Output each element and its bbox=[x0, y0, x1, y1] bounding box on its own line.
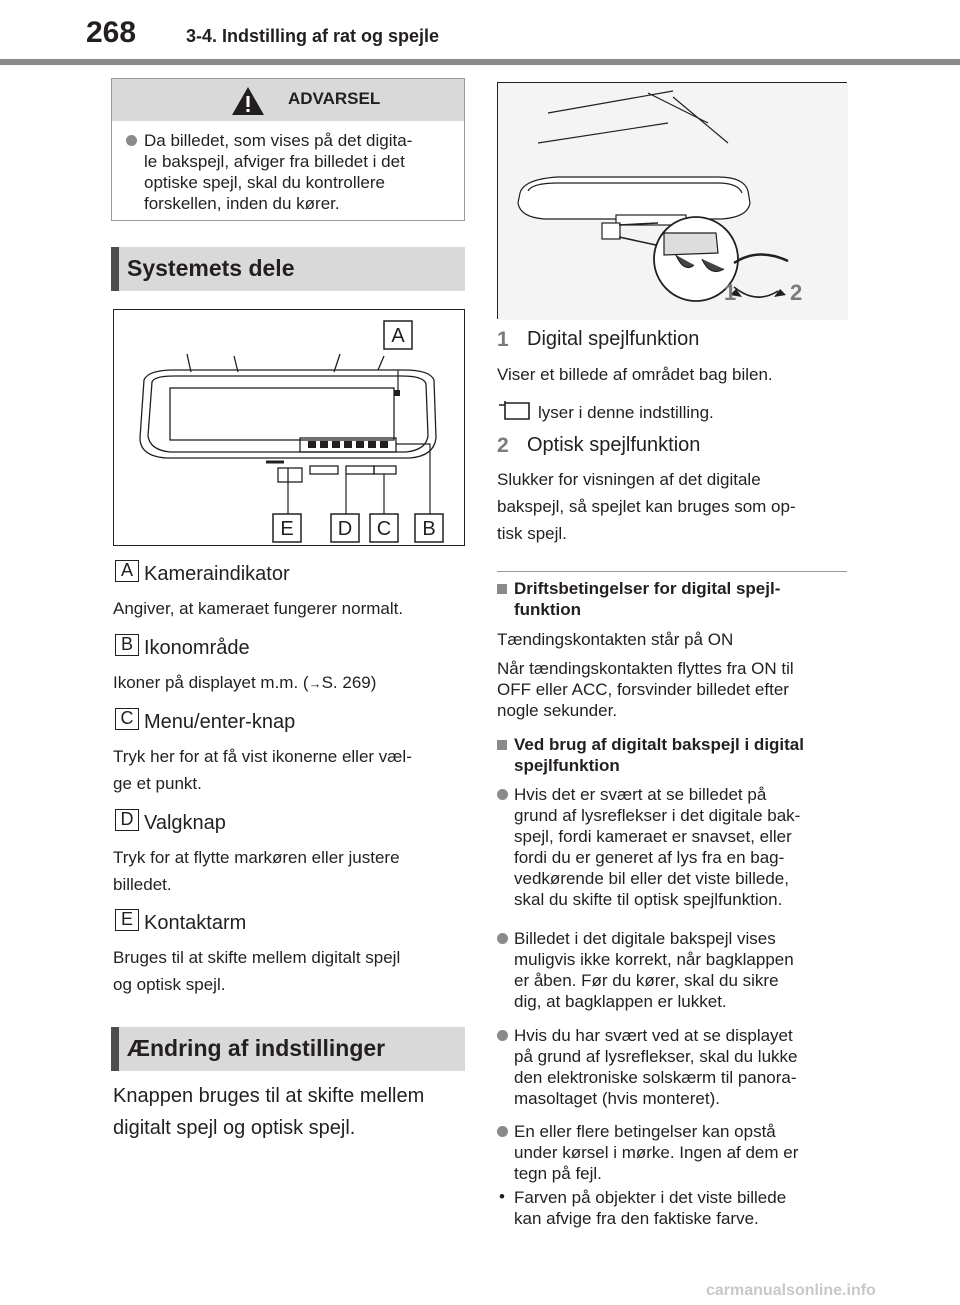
warning-icon bbox=[230, 85, 266, 117]
usage-heading: Ved brug af digitalt bakspejl i digital spejlfunktion bbox=[514, 735, 804, 775]
mode-desc-optical: Slukker for visningen af det digitale bakspejl, så spejlet kan bruges som op- tisk spejl. bbox=[497, 470, 796, 543]
item-desc-camera-indicator: Angiver, at kameraet fungerer normalt. bbox=[113, 599, 404, 618]
footer-watermark: carmanualsonline.info bbox=[706, 1282, 876, 1299]
warning-text: Da billedet, som vises på det digita- le bakspejl, afviger fra billedet i det optiske spejl, skal du kontrollere forskellen, inden du kører. bbox=[144, 131, 413, 213]
diagram-label-b: B bbox=[422, 518, 436, 540]
square-bullet-icon bbox=[497, 584, 507, 594]
section-title: Ændring af indstillinger bbox=[127, 1035, 386, 1061]
item-letter-e: E bbox=[115, 909, 139, 931]
item-title-switch-lever: Kontaktarm bbox=[144, 912, 247, 934]
usage-bullet-3: Hvis du har svært ved at se displayet på grund af lysreflekser, skal du lukke den elektroniske solskærm til panora- masoltaget (hvis monteret). bbox=[514, 1026, 798, 1108]
camera-indicator-icon bbox=[497, 397, 531, 421]
diagram-label-e: E bbox=[280, 518, 294, 540]
bullet-icon bbox=[126, 135, 137, 146]
usage-bullet-4: En eller flere betingelser kan opstå under kørsel i mørke. Ingen af dem er tegn på fejl. bbox=[514, 1122, 799, 1183]
section-heading-system-parts bbox=[111, 247, 465, 291]
bullet-icon bbox=[497, 789, 508, 800]
item-letter-b: B bbox=[115, 634, 139, 656]
warning-body bbox=[112, 121, 464, 214]
item-title-camera-indicator: Kameraindikator bbox=[144, 563, 290, 585]
item-desc-select-button: Tryk for at flytte markøren eller justere billedet. bbox=[113, 848, 400, 894]
item-letter-d: D bbox=[115, 809, 139, 831]
divider bbox=[497, 571, 847, 572]
mode-desc-digital: Viser et billede af området bag bilen. bbox=[497, 365, 773, 384]
item-title-menu-enter: Menu/enter-knap bbox=[144, 711, 296, 733]
bullet-icon bbox=[497, 1126, 508, 1137]
mirror-lever-illustration bbox=[497, 82, 847, 319]
warning-label: ADVARSEL bbox=[288, 89, 381, 108]
header-rule bbox=[0, 59, 960, 65]
item-letter-c: C bbox=[115, 708, 139, 730]
conditions-heading: Driftsbetingelser for digital spejl- funktion bbox=[514, 579, 781, 619]
section2-text: Knappen bruges til at skifte mellem digitalt spejl og optisk spejl. bbox=[113, 1085, 425, 1139]
usage-bullet-1: Hvis det er svært at se billedet på grund af lysreflekser i det digitale bak- spejl, fordi kameraet er snavset, eller fordi du er generet af lys fra en bag- vedkørende bil eller det viste billede, skal du skifte til optisk spejlfunktion. bbox=[514, 785, 801, 909]
mode-number-1: 1 bbox=[497, 328, 509, 351]
conditions-p2: Når tændingskontakten flyttes fra ON til OFF eller ACC, forsvinder billedet efter nogle sekunder. bbox=[497, 659, 794, 720]
item-desc-icon-area bbox=[113, 669, 468, 697]
item-title-icon-area: Ikonområde bbox=[144, 637, 250, 659]
sub-bullet-marker: • bbox=[499, 1187, 505, 1206]
warning-header bbox=[112, 79, 464, 121]
diagram-label-d: D bbox=[337, 518, 353, 540]
mode-number-2: 2 bbox=[497, 434, 509, 457]
usage-bullet-2: Billedet i det digitale bakspejl vises muligvis ikke korrekt, når bagklappen er åben. Før du kører, skal du sikre dig, at bagklappen er lukket. bbox=[514, 929, 794, 1011]
photo-label-1: 1 bbox=[724, 280, 737, 305]
item-desc-icon-area-prefix: Ikoner på displayet m.m. ( bbox=[113, 673, 309, 692]
item-letter-a: A bbox=[115, 560, 139, 582]
conditions-p1: Tændingskontakten står på ON bbox=[497, 630, 734, 649]
usage-sub-bullet: Farven på objekter i det viste billede kan afvige fra den faktiske farve. bbox=[514, 1188, 787, 1228]
bullet-icon bbox=[497, 933, 508, 944]
mirror-parts-diagram bbox=[113, 309, 465, 546]
item-title-select-button: Valgknap bbox=[144, 812, 226, 834]
square-bullet-icon bbox=[497, 740, 507, 750]
warning-box bbox=[111, 78, 465, 221]
item-desc-menu-enter: Tryk her for at få vist ikonerne eller væl- ge et punkt. bbox=[113, 747, 412, 793]
page-reference-link[interactable]: S. 269) bbox=[321, 673, 377, 692]
diagram-label-c: C bbox=[376, 518, 392, 540]
mode-title-digital: Digital spejlfunktion bbox=[527, 328, 700, 350]
mirror-lever-drawing bbox=[498, 83, 848, 320]
section-heading-change-settings bbox=[111, 1027, 465, 1071]
page-number: 268 bbox=[86, 16, 137, 49]
header-title: 3-4. Indstilling af rat og spejle bbox=[186, 26, 440, 46]
diagram-label-a: A bbox=[391, 325, 405, 347]
mirror-drawing bbox=[114, 310, 466, 547]
section-title: Systemets dele bbox=[127, 255, 295, 281]
mode-title-optical: Optisk spejlfunktion bbox=[527, 434, 701, 456]
mode-indicator-text: lyser i denne indstilling. bbox=[538, 403, 714, 422]
bullet-icon bbox=[497, 1030, 508, 1041]
arrow-right-icon: → bbox=[308, 676, 322, 691]
item-desc-switch-lever: Bruges til at skifte mellem digitalt spejl og optisk spejl. bbox=[113, 948, 401, 994]
photo-label-2: 2 bbox=[790, 280, 803, 305]
